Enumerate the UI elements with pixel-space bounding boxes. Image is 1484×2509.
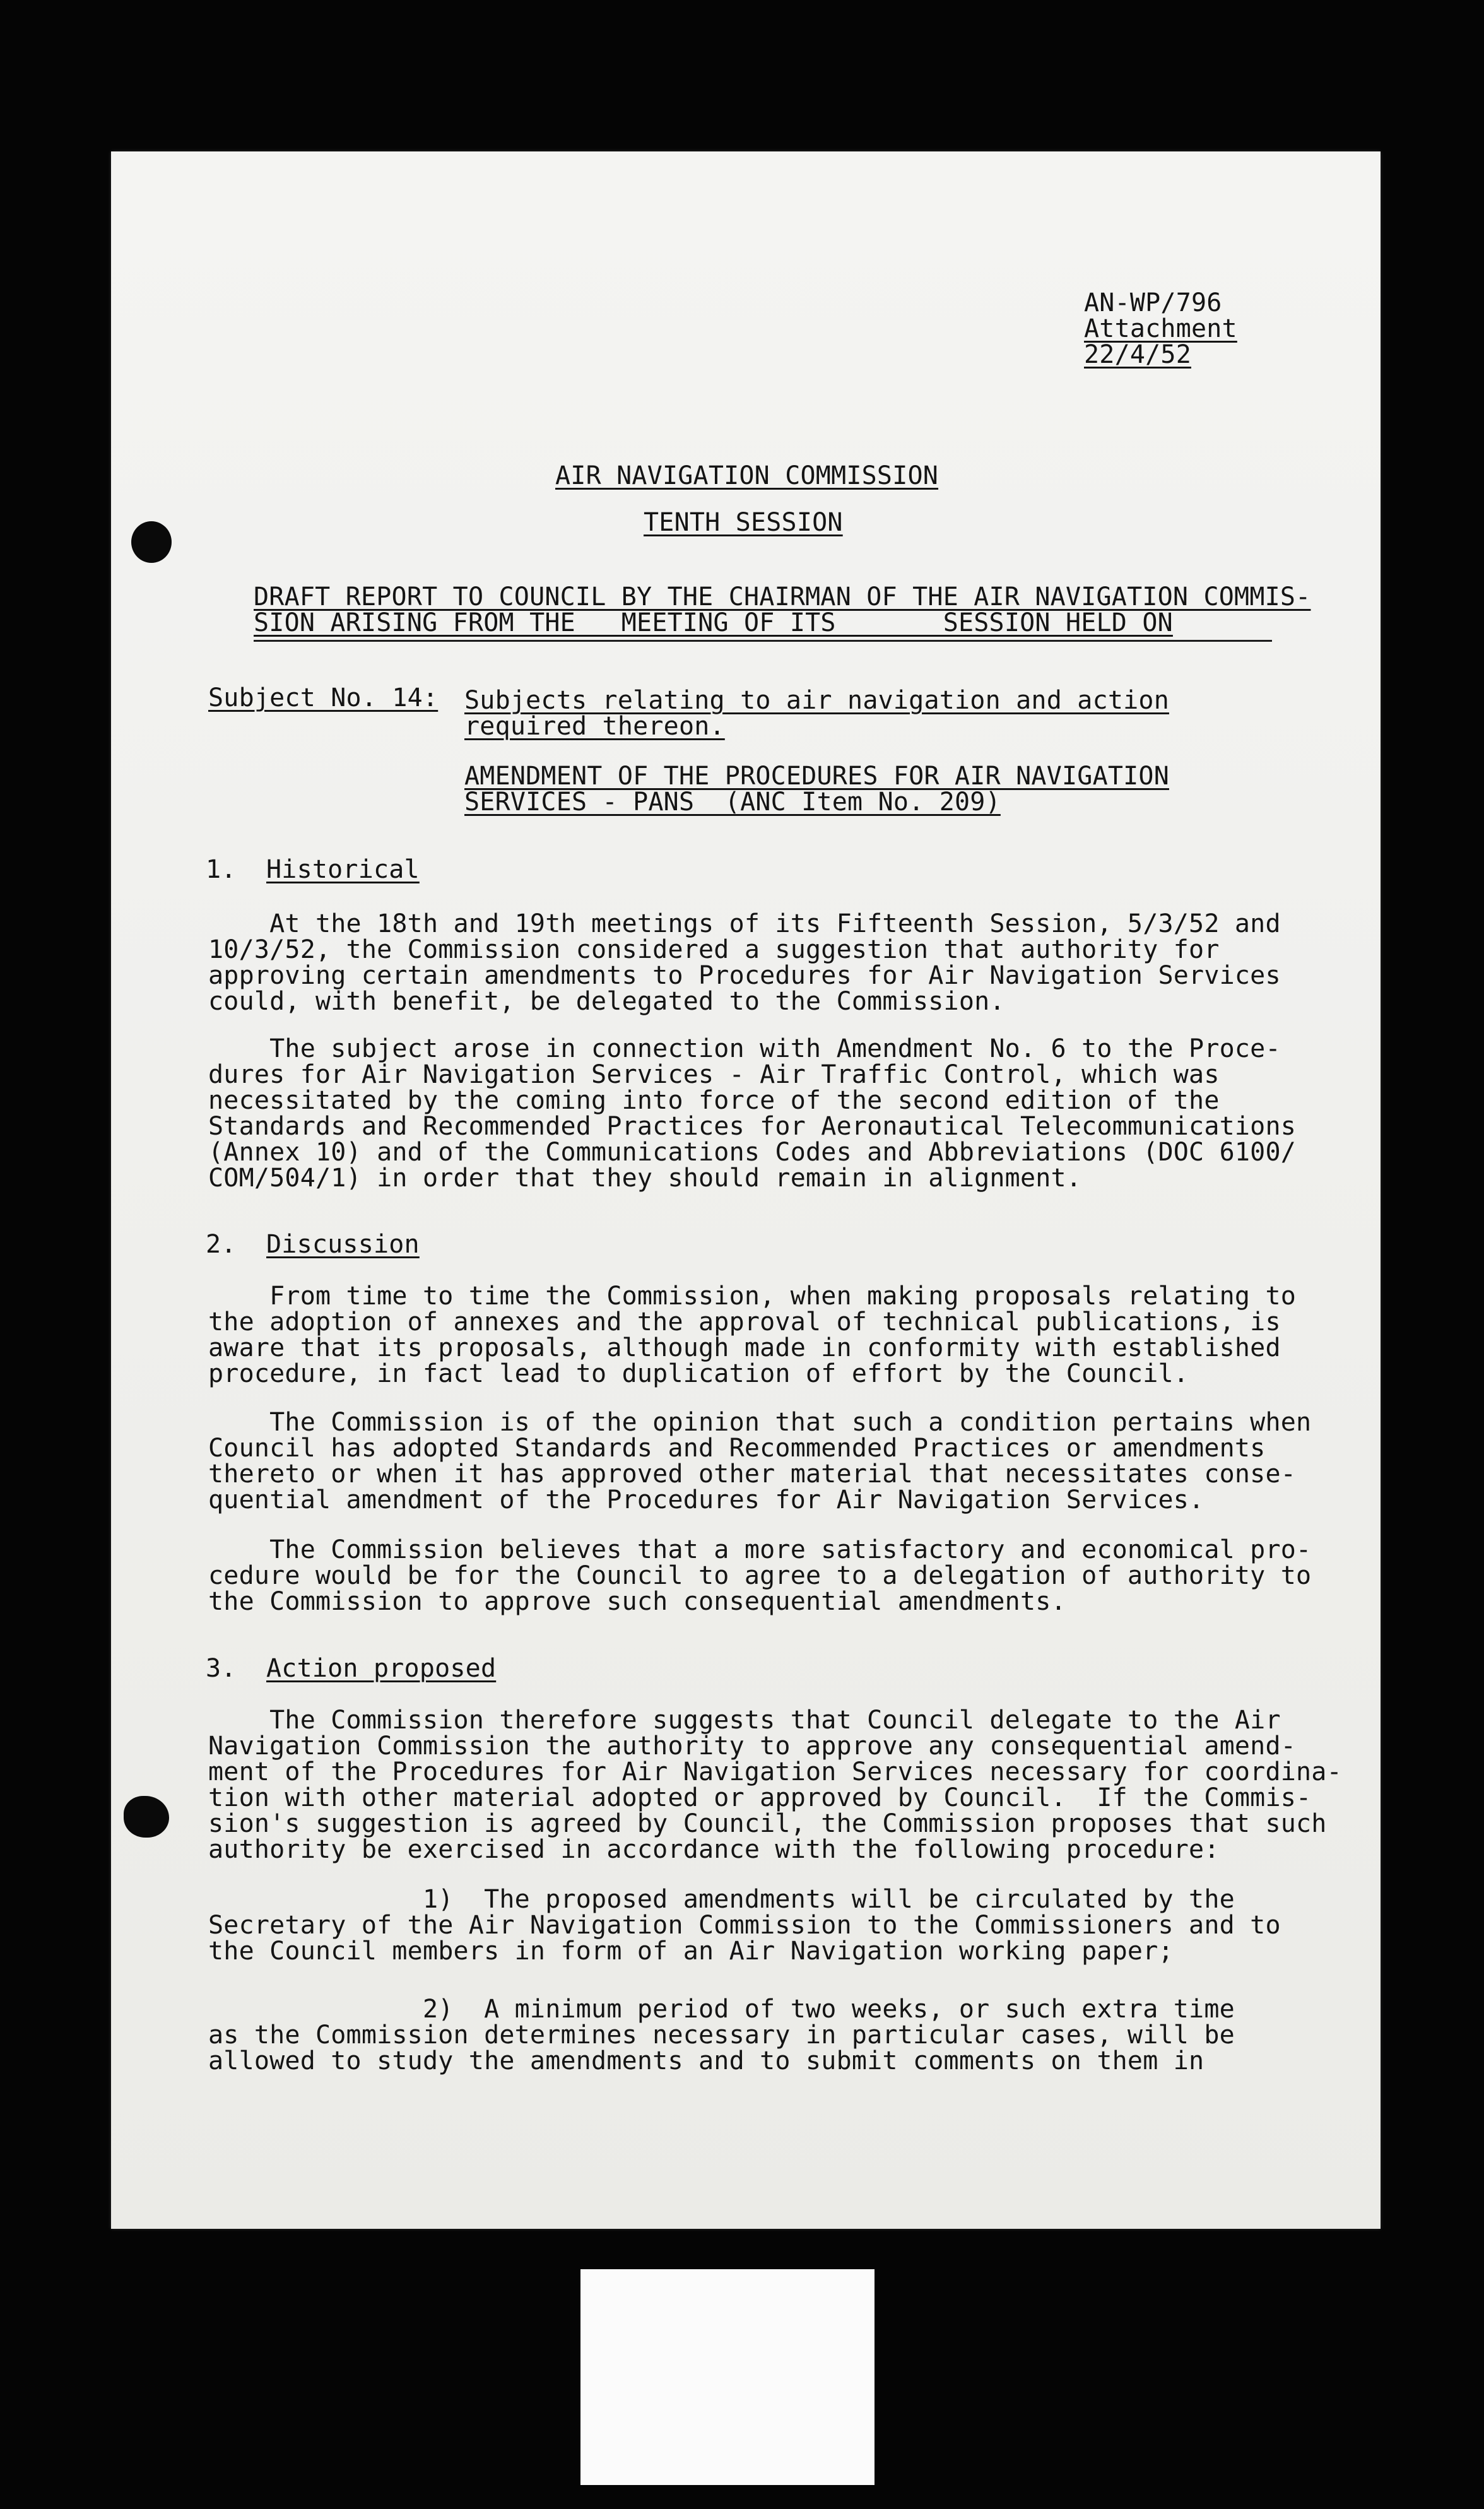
paragraph-line: dures for Air Navigation Services - Air Traffic Control, which was xyxy=(208,1060,1220,1089)
section-heading: Discussion xyxy=(266,1230,420,1259)
report-title-line: DRAFT REPORT TO COUNCIL BY THE CHAIRMAN OF THE AIR NAVIGATION COMMIS- xyxy=(254,582,1311,611)
paragraph-line: From time to time the Commission, when making proposals relating to xyxy=(208,1282,1297,1311)
report-title-rule xyxy=(254,640,1272,642)
punch-hole xyxy=(124,1796,169,1838)
paragraph-line: Council has adopted Standards and Recommended Practices or amendments xyxy=(208,1434,1266,1463)
paragraph-line: Navigation Commission the authority to approve any consequential amend- xyxy=(208,1732,1297,1761)
section-number: 3. xyxy=(206,1654,237,1683)
document-page xyxy=(111,151,1381,2229)
list-item-line: Secretary of the Air Navigation Commission to the Commissioners and to xyxy=(208,1911,1281,1940)
commission-heading: AIR NAVIGATION COMMISSION xyxy=(555,461,939,490)
paragraph-line: the Commission to approve such consequential amendments. xyxy=(208,1587,1066,1616)
doc-date: 22/4/52 xyxy=(1084,340,1191,369)
agenda-item-title: AMENDMENT OF THE PROCEDURES FOR AIR NAVIGATION xyxy=(464,762,1169,791)
paragraph-line: At the 18th and 19th meetings of its Fifteenth Session, 5/3/52 and xyxy=(208,909,1281,938)
paragraph-line: 10/3/52, the Commission considered a suggestion that authority for xyxy=(208,935,1220,964)
paragraph-line: COM/504/1) in order that they should remain in alignment. xyxy=(208,1164,1082,1193)
paragraph-line: ment of the Procedures for Air Navigation Services necessary for coordina- xyxy=(208,1757,1342,1786)
paragraph-line: aware that its proposals, although made in conformity with established xyxy=(208,1333,1281,1362)
paragraph-line: The subject arose in connection with Amendment No. 6 to the Proce- xyxy=(208,1034,1281,1063)
section-heading: Historical xyxy=(266,855,420,884)
paragraph-line: the adoption of annexes and the approval of technical publications, is xyxy=(208,1308,1281,1337)
paragraph-line: tion with other material adopted or approved by Council. If the Commis- xyxy=(208,1783,1312,1812)
report-title-line: SION ARISING FROM THE MEETING OF ITS SESSION HELD ON xyxy=(254,608,1173,637)
section-heading: Action proposed xyxy=(266,1654,497,1683)
paragraph-line: The Commission therefore suggests that Council delegate to the Air xyxy=(208,1706,1281,1735)
paragraph-line: The Commission is of the opinion that such a condition pertains when xyxy=(208,1408,1312,1437)
list-item-line: as the Commission determines necessary in particular cases, will be xyxy=(208,2021,1235,2050)
punch-hole xyxy=(131,521,172,563)
paragraph-line: The Commission believes that a more satisfactory and economical pro- xyxy=(208,1535,1312,1564)
doc-reference: AN-WP/796 xyxy=(1084,288,1222,317)
paragraph-line: procedure, in fact lead to duplication of effort by the Council. xyxy=(208,1359,1189,1388)
list-item-line: 1) The proposed amendments will be circulated by the xyxy=(208,1885,1235,1914)
paragraph-line: (Annex 10) and of the Communications Codes and Abbreviations (DOC 6100/ xyxy=(208,1138,1297,1167)
paragraph-line: authority be exercised in accordance with the following procedure: xyxy=(208,1835,1220,1864)
list-item-line: the Council members in form of an Air Navigation working paper; xyxy=(208,1937,1174,1966)
film-target-card xyxy=(580,2269,874,2485)
subject-text: required thereon. xyxy=(464,712,725,741)
paragraph-line: quential amendment of the Procedures for Air Navigation Services. xyxy=(208,1485,1204,1514)
subject-text: Subjects relating to air navigation and action xyxy=(464,686,1169,715)
subject-label: Subject No. 14: xyxy=(208,683,439,712)
session-heading: TENTH SESSION xyxy=(644,508,843,537)
section-number: 1. xyxy=(206,855,237,884)
paragraph-line: thereto or when it has approved other material that necessitates conse- xyxy=(208,1460,1297,1489)
paragraph-line: approving certain amendments to Procedures for Air Navigation Services xyxy=(208,961,1281,990)
paragraph-line: could, with benefit, be delegated to the Commission. xyxy=(208,987,1005,1016)
paragraph-line: Standards and Recommended Practices for Aeronautical Telecommunications xyxy=(208,1112,1297,1141)
paragraph-line: cedure would be for the Council to agree to a delegation of authority to xyxy=(208,1561,1312,1590)
list-item-line: allowed to study the amendments and to submit comments on them in xyxy=(208,2046,1204,2075)
paragraph-line: sion's suggestion is agreed by Council, the Commission proposes that such xyxy=(208,1809,1327,1838)
doc-attachment-label: Attachment xyxy=(1084,314,1237,343)
agenda-item-title: SERVICES - PANS (ANC Item No. 209) xyxy=(464,788,1001,817)
paragraph-line: necessitated by the coming into force of the second edition of the xyxy=(208,1086,1220,1115)
list-item-line: 2) A minimum period of two weeks, or such extra time xyxy=(208,1995,1235,2024)
section-number: 2. xyxy=(206,1230,237,1259)
